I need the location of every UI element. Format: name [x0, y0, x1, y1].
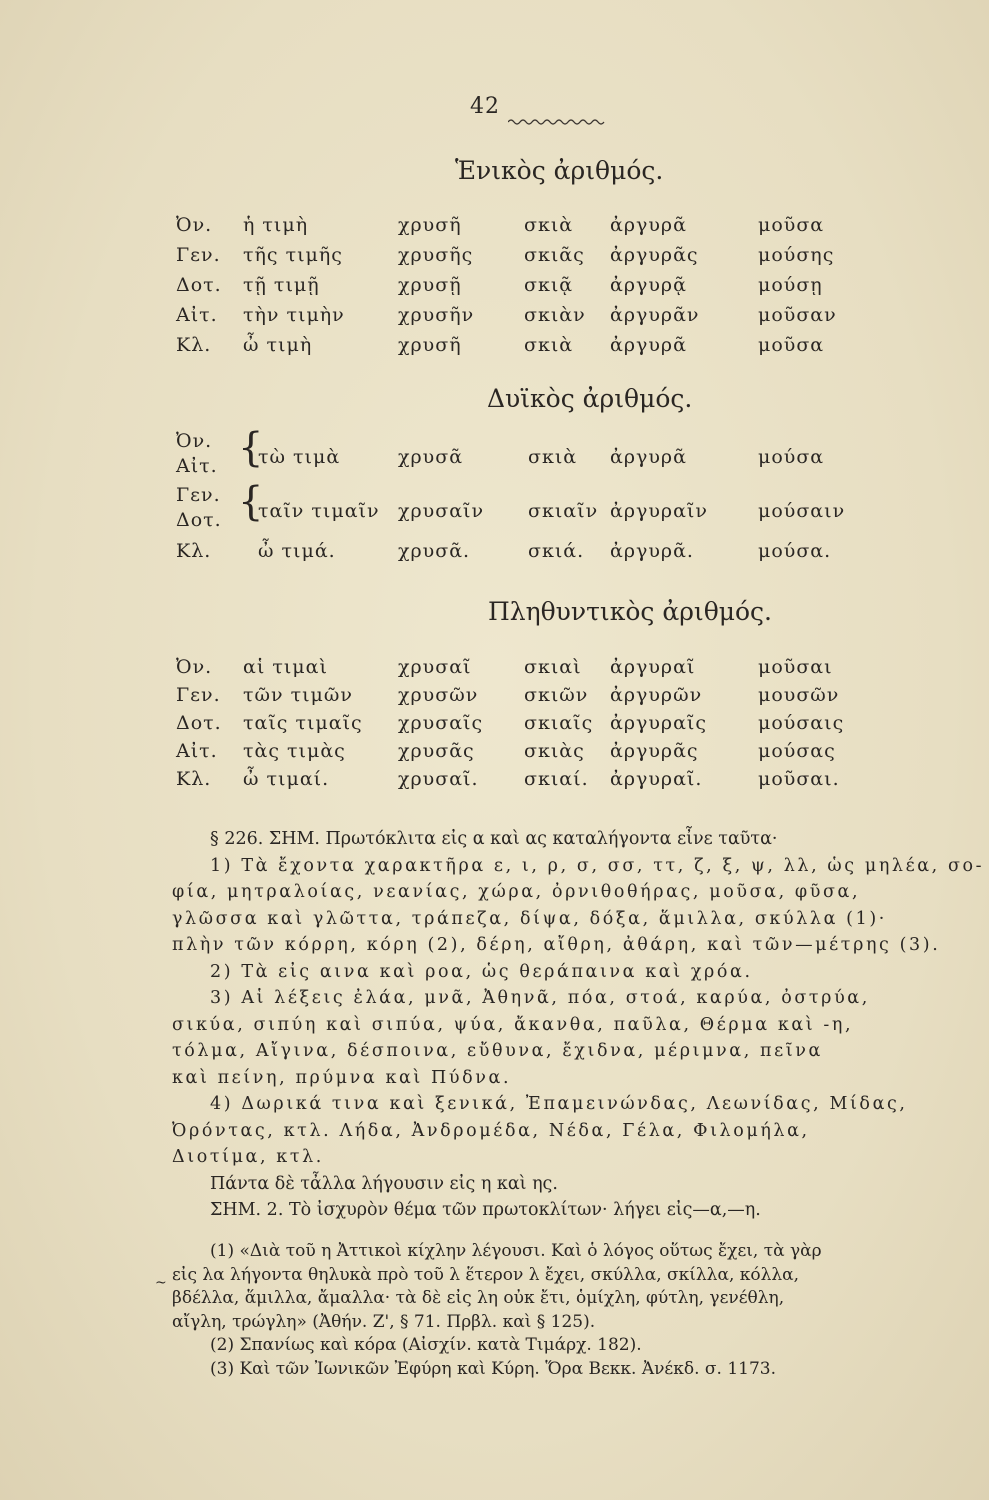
wavy-rule — [508, 118, 608, 126]
form-skia: σκιὰν — [524, 304, 586, 326]
form-mousa: μοῦσαι. — [758, 768, 840, 790]
notes-section — [172, 826, 985, 1224]
case-label: Κλ. — [176, 768, 212, 790]
form-skia: σκιᾶς — [524, 244, 585, 266]
form-chryse: χρυσαῖν — [398, 500, 485, 522]
form-skia: σκιαῖν — [528, 500, 599, 522]
form-mousa: μούσῃ — [758, 274, 823, 296]
brace: { — [238, 479, 264, 525]
form-skia: σκιᾷ — [524, 274, 574, 296]
dual-row — [0, 540, 989, 568]
case-label: Ὀν. — [176, 214, 213, 236]
case-label: Αἰτ. — [176, 304, 218, 326]
form-skia: σκιὰ — [528, 446, 578, 468]
note-line: Ὀρόντας, κτλ. Λήδα, Ἀνδρομέδα, Νέδα, Γέλα, Φιλομήλα, — [172, 1120, 810, 1141]
form-time: τὴν τιμὴν — [243, 304, 345, 326]
singular-row — [0, 244, 989, 272]
form-mousa: μούσα — [758, 446, 825, 468]
note-paragraph: 4) Δωρικά τινα καὶ ξενικά, Ἐπαμεινώνδας, Λεωνίδας, Μίδας, — [210, 1094, 908, 1114]
form-argyra: ἀργυρᾶ. — [610, 540, 694, 562]
form-time: τὰς τιμὰς — [243, 740, 346, 762]
form-skia: σκιαί. — [524, 768, 589, 790]
form-chryse: χρυσαῖς — [398, 712, 484, 734]
form-mousa: μοῦσα — [758, 214, 825, 236]
form-argyra: ἀργυρῶν — [610, 684, 703, 706]
form-chryse: χρυσῆ — [398, 214, 462, 236]
case-label: Κλ. — [176, 540, 212, 562]
note-paragraph: Πάντα δὲ τἆλλα λήγουσιν εἰς η καὶ ης. — [210, 1173, 558, 1194]
form-argyra: ἀργυραῖ — [610, 656, 696, 678]
form-skia: σκιῶν — [524, 684, 589, 706]
case-label: Δοτ. — [176, 274, 222, 296]
note-paragraph: 2) Τὰ εἰς αινα καὶ ροα, ὡς θεράπαινα καὶ χρόα. — [210, 961, 753, 982]
form-mousa: μούσης — [758, 244, 835, 266]
form-chryse: χρυσῶν — [398, 684, 479, 706]
form-argyra: ἀργυρᾷ — [610, 274, 687, 296]
note-line: φία, μητραλοίας, νεανίας, χώρα, ὀρνιθοθήρας, μοῦσα, φῦσα, — [172, 882, 861, 902]
form-time: ἡ τιμὴ — [243, 214, 309, 236]
plural-row — [0, 768, 989, 796]
form-time: ὦ τιμὴ — [243, 334, 313, 356]
singular-row — [0, 304, 989, 332]
heading-singular: Ἑνικὸς ἀριθμός. — [455, 156, 664, 185]
note-paragraph: § 226. ΣΗΜ. Πρωτόκλιτα εἰς α καὶ ας καταλήγοντα εἶνε ταῦτα· — [210, 829, 778, 849]
form-skia: σκιαῖς — [524, 712, 594, 734]
form-chryse: χρυσᾶς — [398, 740, 475, 762]
form-mousa: μουσῶν — [758, 684, 840, 706]
case-label: Ὀν. — [176, 430, 213, 452]
form-chryse: χρυσᾶ. — [398, 540, 471, 562]
brace: { — [238, 425, 264, 471]
singular-row — [0, 274, 989, 302]
case-label: Κλ. — [176, 334, 212, 356]
form-chryse: χρυσαῖ. — [398, 768, 479, 790]
form-argyra: ἀργυρᾶν — [610, 304, 700, 326]
form-skia: σκιὰς — [524, 740, 585, 762]
footnote-line: (3) Καὶ τῶν Ἰωνικῶν Ἐφύρη καὶ Κύρη. Ὅρα Βεκκ. Ἀνέκδ. σ. 1173. — [210, 1358, 776, 1379]
form-time: ὦ τιμά. — [258, 540, 336, 562]
form-argyra: ἀργυρᾶς — [610, 740, 699, 762]
form-mousa: μοῦσαν — [758, 304, 837, 326]
form-skia: σκιὰ — [524, 214, 574, 236]
note-paragraph: ΣΗΜ. 2. Τὸ ἰσχυρὸν θέμα τῶν πρωτοκλίτων· λήγει εἰς—α,—η. — [210, 1200, 761, 1220]
form-mousa: μούσαιν — [758, 500, 846, 522]
case-label: Δοτ. — [176, 712, 222, 734]
form-argyra: ἀργυρᾶ — [610, 334, 687, 356]
singular-row — [0, 334, 989, 362]
form-time: ταῖς τιμαῖς — [243, 712, 363, 734]
footnote-line: (2) Σπανίως καὶ κόρα (Αἰσχίν. κατὰ Τιμάρχ. 182). — [210, 1335, 642, 1355]
form-skia: σκιά. — [528, 540, 585, 562]
form-chryse: χρυσῆν — [398, 304, 475, 326]
footnote-line: βδέλλα, ἅμιλλα, ἄμαλλα· τὰ δὲ εἰς λη οὐκ ἔτι, ὁμίχλη, φύτλη, γενέθλη, — [172, 1288, 785, 1308]
heading-plural: Πληθυντικὸς ἀριθμός. — [488, 597, 773, 626]
dual-row — [0, 446, 989, 474]
plural-row — [0, 656, 989, 684]
form-mousa: μούσαις — [758, 712, 845, 734]
case-label: Γεν. — [176, 684, 221, 706]
footnotes — [172, 1240, 920, 1381]
note-line: πλὴν τῶν κόρρη, κόρη (2), δέρη, αἴθρη, ἀθάρη, καὶ τῶν—μέτρης (3). — [172, 935, 941, 955]
form-time: αἱ τιμαὶ — [243, 656, 328, 678]
case-label: Γεν. — [176, 484, 221, 506]
form-skia: σκιαὶ — [524, 656, 582, 678]
margin-mark: ~ — [155, 1275, 167, 1291]
form-skia: σκιὰ — [524, 334, 574, 356]
form-time: τῇ τιμῇ — [243, 274, 320, 296]
plural-row — [0, 712, 989, 740]
form-chryse: χρυσῆς — [398, 244, 474, 266]
form-time: τῆς τιμῆς — [243, 244, 343, 266]
form-chryse: χρυσῇ — [398, 274, 462, 296]
form-time: ταῖν τιμαῖν — [258, 500, 380, 522]
plural-row — [0, 684, 989, 712]
form-mousa: μοῦσα — [758, 334, 825, 356]
form-mousa: μούσα. — [758, 540, 832, 562]
note-line: σικύα, σιπύη καὶ σιπύα, ψύα, ἄκανθα, παῦλα, Θέρμα καὶ -η, — [172, 1014, 854, 1035]
case-label: Αἰτ. — [176, 740, 218, 762]
note-line: Διοτίμα, κτλ. — [172, 1147, 324, 1167]
footnote-line: αἴγλη, τρώγλη» (Ἀθήν. Ζ', § 71. Πρβλ. καὶ § 125). — [172, 1311, 596, 1332]
form-argyra: ἀργυρᾶ — [610, 214, 687, 236]
form-time: ὦ τιμαί. — [243, 768, 330, 790]
page-number: 42 — [470, 94, 500, 119]
note-paragraph: 3) Αἱ λέξεις ἐλάα, μνᾶ, Ἀθηνᾶ, πόα, στοά, καρύα, ὀστρύα, — [210, 988, 870, 1008]
form-argyra: ἀργυραῖ. — [610, 768, 703, 790]
form-time: τῶν τιμῶν — [243, 684, 353, 706]
form-argyra: ἀργυραῖς — [610, 712, 707, 734]
case-label: Ὀν. — [176, 656, 213, 678]
form-time: τὼ τιμὰ — [258, 446, 341, 468]
note-line: γλῶσσα καὶ γλῶττα, τράπεζα, δίψα, δόξα, ἅμιλλα, σκύλλα (1)· — [172, 908, 887, 929]
dual-row — [0, 500, 989, 528]
case-label: Γεν. — [176, 244, 221, 266]
form-argyra: ἀργυραῖν — [610, 500, 708, 522]
form-mousa: μοῦσαι — [758, 656, 833, 678]
form-chryse: χρυσᾶ — [398, 446, 464, 468]
form-argyra: ἀργυρᾶς — [610, 244, 699, 266]
footnote-line: εἰς λα λήγοντα θηλυκὰ πρὸ τοῦ λ ἕτερον λ ἔχει, σκύλλα, σκίλλα, κόλλα, — [172, 1264, 800, 1285]
form-chryse: χρυσῆ — [398, 334, 462, 356]
form-argyra: ἀργυρᾶ — [610, 446, 687, 468]
heading-dual: Δυϊκὸς ἀριθμός. — [487, 384, 693, 413]
singular-row — [0, 214, 989, 242]
form-mousa: μούσας — [758, 740, 836, 762]
note-paragraph: 1) Τὰ ἔχοντα χαρακτῆρα ε, ι, ρ, σ, σσ, ττ, ζ, ξ, ψ, λλ, ὡς μηλέα, σο- — [210, 855, 985, 876]
form-chryse: χρυσαῖ — [398, 656, 472, 678]
footnote-line: (1) «Διὰ τοῦ η Ἀττικοὶ κίχλην λέγουσι. Καὶ ὁ λόγος οὕτως ἔχει, τὰ γὰρ — [210, 1241, 822, 1261]
case-label: Δοτ. — [176, 509, 222, 531]
plural-row — [0, 740, 989, 768]
note-line: τόλμα, Αἴγινα, δέσποινα, εὔθυνα, ἔχιδνα, μέριμνα, πεῖνα — [172, 1041, 823, 1061]
case-label: Αἰτ. — [176, 455, 218, 477]
note-line: καὶ πείνη, πρύμνα καὶ Πύδνα. — [172, 1067, 512, 1088]
